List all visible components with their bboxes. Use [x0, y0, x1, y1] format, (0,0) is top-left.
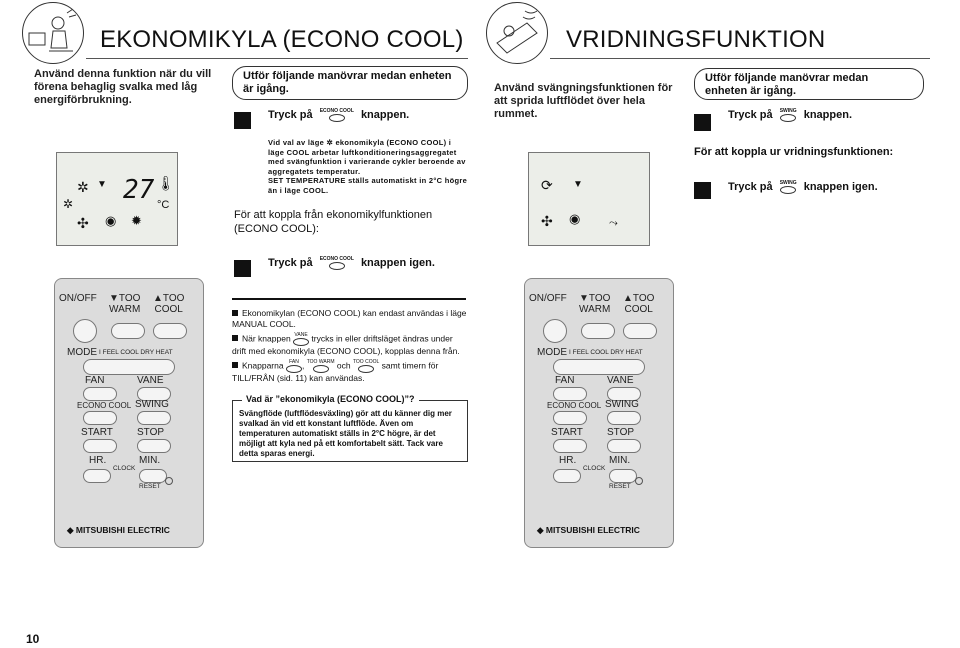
remote-clock-label: CLOCK: [113, 465, 136, 472]
swing-illustration: [486, 2, 548, 64]
right-step-2: [728, 180, 878, 194]
note-too-warm-label: TOO WARM: [306, 359, 335, 365]
reset-button[interactable]: [165, 477, 173, 485]
mode-button-r[interactable]: [553, 359, 645, 375]
step-marker-1: [234, 112, 251, 129]
left-step-1-prefix: Tryck på: [268, 108, 313, 121]
hour-button[interactable]: [83, 469, 111, 483]
left-instruction-pill: [232, 66, 468, 100]
remote-too-cool-label: ▲TOO COOL: [153, 293, 185, 315]
left-off-heading: För att koppla från ekonomikylfunktionen (ECONO COOL):: [234, 209, 433, 235]
mitsubishi-logo-icon-r: ◆: [537, 525, 544, 535]
remote-fan-label: FAN: [85, 375, 105, 386]
fan-icon: ✣: [77, 215, 89, 231]
remote-brand-text: MITSUBISHI ELECTRIC: [75, 525, 170, 535]
remote-min-label: MIN.: [139, 455, 161, 466]
remote-reset-label: RESET: [139, 483, 161, 490]
note-vane-label: VANE: [294, 332, 308, 338]
remote-stop-label: STOP: [137, 427, 165, 438]
right-remote-control: [524, 278, 674, 548]
on-off-button[interactable]: [73, 319, 97, 343]
thermometer-icon: 🌡: [157, 175, 175, 191]
econo-cool-button[interactable]: [83, 411, 117, 425]
remote-econo-label: ECONO COOL: [77, 401, 132, 410]
swing-button[interactable]: [137, 411, 171, 425]
left-detail-1: Vid val av läge: [268, 138, 325, 147]
left-step-1-suffix: knappen.: [360, 108, 410, 121]
fan-button-r[interactable]: [553, 387, 587, 401]
left-step-2-suffix: knappen igen.: [360, 256, 435, 269]
left-detail: [268, 138, 468, 195]
remote-vane-label-r: VANE: [607, 375, 634, 386]
econo-cool-illustration: [22, 2, 84, 64]
timer-start-button[interactable]: [83, 439, 117, 453]
remote-reset-label-r: RESET: [609, 483, 631, 490]
remote-brand-logo-r: [537, 525, 640, 536]
note-3: Knapparna FAN , TOO WARM och TOO COOL samt timern för TILL/FRÅN (sid. 11) kan användas.: [232, 359, 439, 383]
note-2: [232, 332, 468, 357]
too-warm-button-icon: [307, 359, 335, 373]
note-1-text: Ekonomikylan (ECONO COOL) kan endast användas i läge MANUAL COOL.: [232, 308, 467, 329]
remote-on-off-label-r: ON/OFF: [529, 293, 567, 304]
right-off-heading: För att koppla ur vridningsfunktionen:: [694, 146, 894, 158]
mitsubishi-logo-icon: ◆: [67, 525, 74, 535]
left-step-2-prefix: Tryck på: [268, 256, 313, 269]
remote-econo-label-r: ECONO COOL: [547, 401, 602, 410]
note-3-text-b: och: [336, 360, 351, 371]
vane-icon-right: ◉: [569, 211, 581, 226]
step-marker-2: [234, 260, 251, 277]
right-intro: Använd svängningsfunktionen för att sprida luftflödet över hela rummet.: [494, 82, 673, 120]
remote-swing-label: SWING: [135, 399, 169, 410]
remote-brand-logo: [67, 525, 170, 536]
too-warm-button-r[interactable]: [581, 323, 615, 339]
remote-fan-label-r: FAN: [555, 375, 575, 386]
auto-icon: ⟳: [541, 177, 553, 193]
remote-mode-label-r: MODE: [537, 347, 567, 358]
swing-button-r[interactable]: [607, 411, 641, 425]
remote-brand-text-r: MITSUBISHI ELECTRIC: [545, 525, 640, 535]
left-step-2: [268, 256, 435, 270]
note-2-text-b: trycks in eller driftsläget ändras under drift med ekonomikyla (ECONO COOL), kopplas denna från.: [232, 333, 460, 356]
remote-hr-label: HR.: [89, 455, 107, 466]
note-3-text-c: samt timern för TILL/FRÅN (sid. 11) kan användas.: [232, 360, 439, 383]
notes-block: [232, 308, 468, 384]
remote-swing-label-r: SWING: [605, 399, 639, 410]
econo-cool-button-label-2: ECONO COOL: [319, 256, 354, 262]
swing-button-label: SWING: [779, 108, 797, 114]
right-step-1-suffix: knappen.: [803, 108, 853, 121]
remote-too-warm-label-r: ▼TOO WARM: [579, 293, 611, 315]
remote-stop-label-r: STOP: [607, 427, 635, 438]
vane-icon: ◉: [105, 213, 117, 228]
timer-start-button-r[interactable]: [553, 439, 587, 453]
left-title: EKONOMIKYLA (ECONO COOL): [100, 26, 464, 53]
remote-on-off-label: ON/OFF: [59, 293, 97, 304]
swing-button-label-2: SWING: [779, 180, 797, 186]
fan-button-icon: [286, 359, 302, 373]
reset-button-r[interactable]: [635, 477, 643, 485]
right-pill-text: Utför följande manövrar medan enheten är igång.: [705, 72, 869, 97]
note-too-cool-label: TOO COOL: [352, 359, 380, 365]
note-2-text-a: När knappen: [242, 333, 291, 344]
timer-stop-button-r[interactable]: [607, 439, 641, 453]
remote-start-label: START: [81, 427, 113, 438]
info-box-text: Svängflöde (luftflödesväxling) gör att du känner dig mer svalkad än vid ett konstant luftflöde. Även om temperaturen automatiskt ställs in 2°C högre, är det möjligt att kyla ned på ett komfortabelt sätt. Tack vare detta sparas energi.: [239, 409, 452, 458]
minute-button[interactable]: [139, 469, 167, 483]
page-number: 10: [26, 632, 40, 646]
vane-button-icon: [293, 332, 309, 346]
left-pill-text: Utför följande manövrar medan enheten är igång.: [243, 70, 452, 95]
fan-button[interactable]: [83, 387, 117, 401]
econo-cool-button-r[interactable]: [553, 411, 587, 425]
right-step-1: [728, 108, 852, 122]
econo-icon: ✹: [131, 213, 142, 228]
too-cool-button[interactable]: [153, 323, 187, 339]
left-step-1: [268, 108, 409, 122]
lcd-temperature: 27: [123, 175, 155, 205]
swing-button-icon: [780, 108, 797, 122]
cool-mode-icon: ✲: [326, 138, 334, 147]
hour-button-r[interactable]: [553, 469, 581, 483]
swing-button-icon-2: [780, 180, 797, 194]
too-cool-button-icon: [353, 359, 379, 373]
signal-icon-right: ▼: [573, 179, 583, 190]
remote-too-warm-label: ▼TOO WARM: [109, 293, 141, 315]
mode-snow-icon: ✲: [63, 197, 74, 211]
right-lcd-display: [528, 152, 650, 246]
lcd-unit: °C: [157, 199, 170, 211]
right-step-2-prefix: Tryck på: [728, 180, 773, 193]
fan-icon-right: ✣: [541, 213, 553, 229]
note-1: [232, 308, 468, 330]
right-step-1-prefix: Tryck på: [728, 108, 773, 121]
left-detail-3: SET TEMPERATURE ställs automatiskt in 2°C högre än i läge COOL.: [268, 176, 468, 195]
econo-cool-button-label: ECONO COOL: [319, 108, 354, 114]
remote-min-label-r: MIN.: [609, 455, 631, 466]
cool-icon: ✲: [77, 179, 89, 195]
right-title: VRIDNINGSFUNKTION: [566, 26, 826, 53]
remote-hr-label-r: HR.: [559, 455, 577, 466]
swing-indicator-icon: ⤳: [609, 217, 618, 229]
remote-mode-sub-label-r: I FEEL COOL DRY HEAT: [569, 349, 643, 356]
remote-mode-label: MODE: [67, 347, 97, 358]
minute-button-r[interactable]: [609, 469, 637, 483]
header-rule-right: [550, 58, 930, 59]
notes-rule: [232, 298, 466, 300]
right-step-2-suffix: knappen igen.: [803, 180, 878, 193]
left-intro: Använd denna funktion när du vill förena behaglig svalka med låg energiförbrukning.: [34, 68, 212, 106]
remote-too-cool-label-r: ▲TOO COOL: [623, 293, 655, 315]
header-rule-left: [86, 58, 468, 59]
info-box-heading: Vad är ”ekonomikyla (ECONO COOL)”?: [242, 394, 419, 404]
timer-stop-button[interactable]: [137, 439, 171, 453]
too-cool-button-r[interactable]: [623, 323, 657, 339]
signal-icon: ▼: [97, 179, 107, 190]
remote-mode-sub-label: I FEEL COOL DRY HEAT: [99, 349, 173, 356]
note-fan-label: FAN: [289, 359, 299, 365]
remote-vane-label: VANE: [137, 375, 164, 386]
left-remote-control: [54, 278, 204, 548]
on-off-button-r[interactable]: [543, 319, 567, 343]
left-lcd-display: [56, 152, 178, 246]
econo-cool-button-icon: [320, 108, 354, 122]
right-instruction-pill: [694, 68, 924, 100]
note-3-text-a: Knapparna: [242, 360, 284, 371]
info-box: [232, 400, 468, 462]
remote-start-label-r: START: [551, 427, 583, 438]
remote-clock-label-r: CLOCK: [583, 465, 606, 472]
right-step-marker-1: [694, 114, 711, 131]
econo-cool-button-icon-2: [320, 256, 354, 270]
left-detail-2: ekonomikyla (ECONO COOL) i läge COOL arbetar luftkonditioneringsaggregatet med svängfunktion i varierande cykler beroende av aggregatets temperatur.: [268, 138, 466, 176]
right-step-marker-2: [694, 182, 711, 199]
mode-button[interactable]: [83, 359, 175, 375]
too-warm-button[interactable]: [111, 323, 145, 339]
